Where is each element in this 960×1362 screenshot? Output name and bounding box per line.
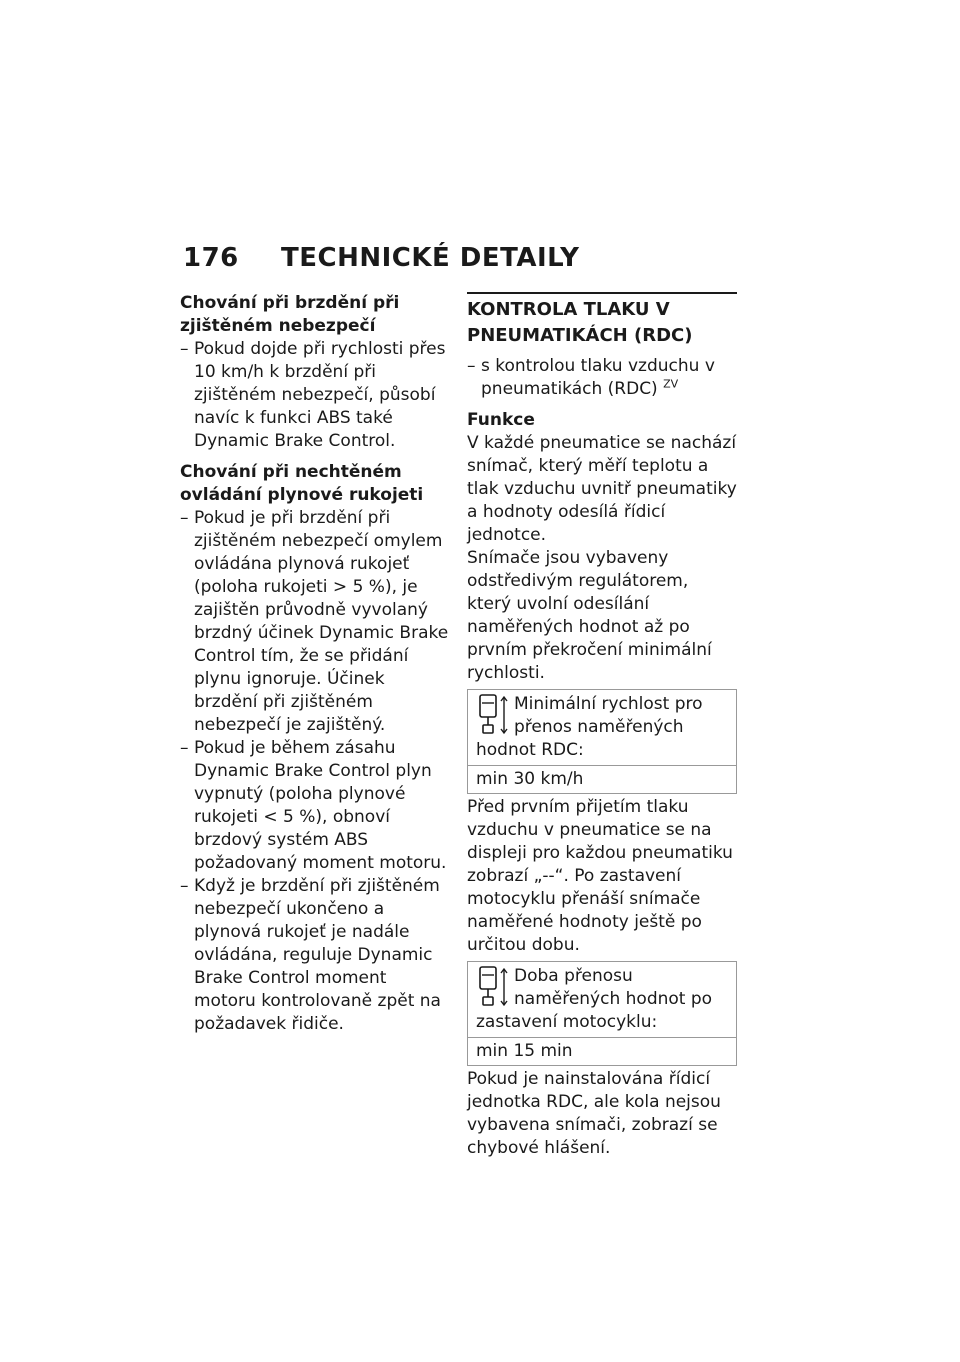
paragraph: Pokud je nainstalována řídicí jednotka RDC, ale kola nejsou vybavena snímači, zobrazí se chybové hlášení. xyxy=(467,1069,721,1158)
paragraph: Před prvním přijetím tlaku vzduchu v pneumatice se na displeji pro každou pneumatiku zobrazí „--“. Po zastavení motocyklu přenáší snímače naměřené hodnoty ještě po určitou dobu. xyxy=(467,797,733,955)
chapter-title: TECHNICKÉ DETAILY xyxy=(281,243,580,273)
option-superscript: ZV xyxy=(663,377,679,391)
right-column xyxy=(467,292,737,1160)
spec-box-transmit-time xyxy=(467,961,737,1066)
dash-bullet: – xyxy=(180,508,189,528)
list-item: – Pokud je při brzdění při zjištěném nebezpečí omylem ovládána plynová rukojeť (poloha rukojeti > 5 %), je zajištěn průvodně vyvolaný brzdný účinek Dynamic Brake Control tím, že se přidání plynu ignoruje. Účinek brzdění při zjištěném nebezpečí je zajištěný. xyxy=(180,508,449,735)
section-heading: Chování při brzdění při zjištěném nebezpečí xyxy=(180,293,400,336)
page-header xyxy=(183,243,580,273)
tire-gauge-icon xyxy=(476,965,510,1009)
section-emergency-braking xyxy=(180,292,452,453)
dash-bullet: – xyxy=(467,356,476,376)
spec-box-min-speed xyxy=(467,689,737,794)
list-item: – Pokud dojde při rychlosti přes 10 km/h k brzdění při zjištěném nebezpečí, působí navíc k funkci ABS také Dynamic Brake Control. xyxy=(180,339,446,451)
paragraph: V každé pneumatice se nachází snímač, který měří teplotu a tlak vzduchu uvnitř pneumatiky a hodnoty odesílá řídicí jednotce. xyxy=(467,433,737,545)
function-heading: Funkce xyxy=(467,410,535,430)
list-item: – Pokud je během zásahu Dynamic Brake Control plyn vypnutý (poloha plynové rukojeti < 5 %), obnoví brzdový systém ABS požadovaný moment motoru. xyxy=(180,738,447,873)
paragraph: Snímače jsou vybaveny odstředivým regulátorem, který uvolní odesílání naměřených hodnot až po prvním překročení minimální rychlosti. xyxy=(467,548,712,683)
option-item: – s kontrolou tlaku vzduchu v pneumatikách (RDC) $^{ZV}$ xyxy=(467,356,715,399)
tire-gauge-icon xyxy=(476,693,510,737)
spec-value: min 30 km/h xyxy=(468,765,736,793)
page-number: 176 xyxy=(183,243,239,273)
list-item: – Když je brzdění při zjištěném nebezpečí ukončeno a plynová rukojeť je nadále ovládána, reguluje Dynamic Brake Control moment motoru kontrolovaně zpět na požadavek řidiče. xyxy=(180,876,441,1034)
dash-bullet: – xyxy=(180,876,189,896)
section-throttle-operation xyxy=(180,461,452,1036)
dash-bullet: – xyxy=(180,738,189,758)
section-heading: Chování při nechtěném ovládání plynové rukojeti xyxy=(180,462,424,505)
spec-label: Doba přenosu naměřených hodnot po zastavení motocyklu: xyxy=(476,966,713,1032)
spec-label: Minimální rychlost pro přenos naměřených hodnot RDC: xyxy=(476,694,703,760)
dash-bullet: – xyxy=(180,339,189,359)
left-column xyxy=(180,292,452,1044)
spec-value: min 15 min xyxy=(468,1037,736,1065)
section-title-rdc: KONTROLA TLAKU V PNEUMATIKÁCH (RDC) xyxy=(467,292,737,349)
